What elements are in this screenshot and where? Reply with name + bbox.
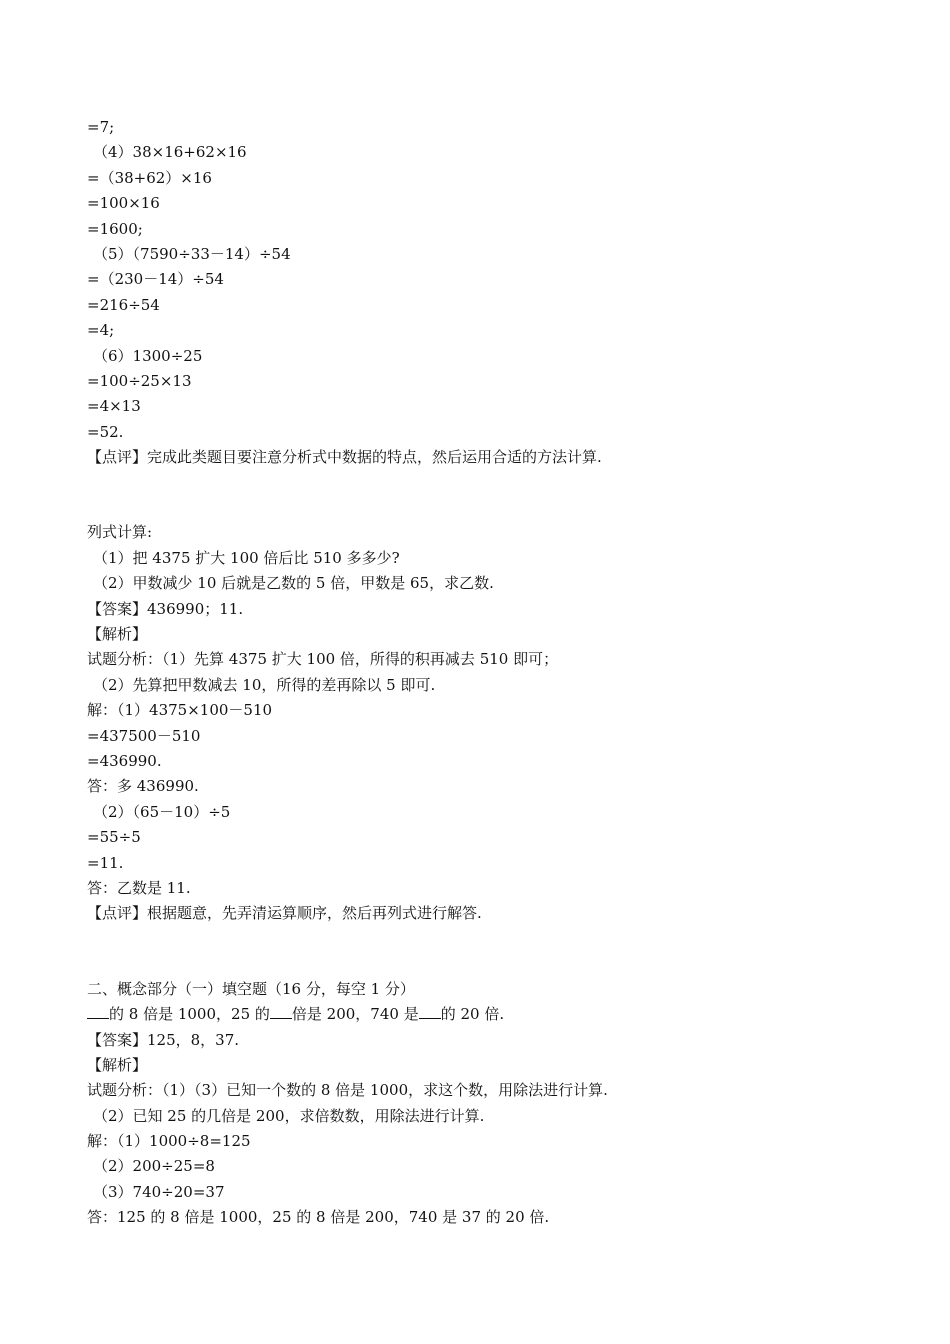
section-gap [87,927,887,977]
problem-item: （1）把 4375 扩大 100 倍后比 510 多多少? [93,548,400,567]
text-line: （5）（7590÷33－14）÷54 [93,244,291,263]
analysis-label: 【解析】 [87,625,148,644]
problem-title: 列式计算: [87,523,153,542]
text-line: =216÷54 [87,295,160,314]
text-line: 试题分析：（1）（3）已知一个数的 8 倍是 1000，求这个数，用除法进行计算. [87,1081,608,1100]
analysis-label: 【解析】 [87,1055,148,1074]
solution-continued-section [87,115,887,470]
text-line: （6）1300÷25 [93,346,203,365]
answer-line: 【答案】436990；11. [87,599,244,618]
question-text: 的 20 倍. [440,1005,505,1024]
text-line: （2）先算把甲数减去 10，所得的差再除以 5 即可. [93,675,436,694]
document-page [87,115,887,1231]
section-heading: 二、概念部分（一）填空题（16 分，每空 1 分） [87,979,415,998]
fill-blank-question [87,1002,887,1027]
answer-blank [87,1004,109,1019]
text-line: =11. [87,853,124,872]
problem-section-3 [87,977,887,1231]
text-line: =100×16 [87,194,160,213]
text-line: =436990. [87,751,162,770]
text-line: （4）38×16+62×16 [93,143,247,162]
answer-blank [419,1004,441,1019]
text-line: =52. [87,422,124,441]
text-line: =55÷5 [87,828,141,847]
comment-line: 【点评】根据题意，先弄清运算顺序，然后再列式进行解答. [87,904,482,923]
text-line: =7; [87,118,115,136]
text-line: =4; [87,321,115,340]
text-line: =100÷25×13 [87,371,192,390]
comment-line: 【点评】完成此类题目要注意分析式中数据的特点，然后运用合适的方法计算. [87,448,602,467]
problem-item: （2）甲数减少 10 后就是乙数的 5 倍，甲数是 65，求乙数. [93,574,494,593]
text-line: （2）200÷25=8 [93,1157,215,1176]
text-line: （2）已知 25 的几倍是 200，求倍数数，用除法进行计算. [93,1106,485,1125]
text-line: 答：乙数是 11. [87,878,191,897]
problem-section-2 [87,520,887,926]
question-text: 倍是 200，740 是 [291,1005,419,1024]
text-line: =（38+62）×16 [87,168,212,187]
text-line: =437500－510 [87,726,201,745]
text-line: 答：125 的 8 倍是 1000，25 的 8 倍是 200，740 是 37 的 20 倍. [87,1208,550,1227]
text-line: 解：（1）4375×100－510 [87,701,273,720]
text-line: 试题分析：（1）先算 4375 扩大 100 倍，所得的积再减去 510 即可； [87,650,559,669]
answer-blank [270,1004,292,1019]
answer-line: 【答案】125，8，37. [87,1030,240,1049]
text-line: =4×13 [87,397,141,416]
question-text: 的 8 倍是 1000，25 的 [109,1005,270,1024]
section-gap [87,470,887,520]
text-line: （3）740÷20=37 [93,1182,225,1201]
text-line: =（230－14）÷54 [87,270,224,289]
text-line: 答：多 436990. [87,777,199,796]
text-line: 解：（1）1000÷8=125 [87,1132,251,1151]
text-line: （2）（65－10）÷5 [93,802,231,821]
text-line: =1600; [87,219,143,238]
